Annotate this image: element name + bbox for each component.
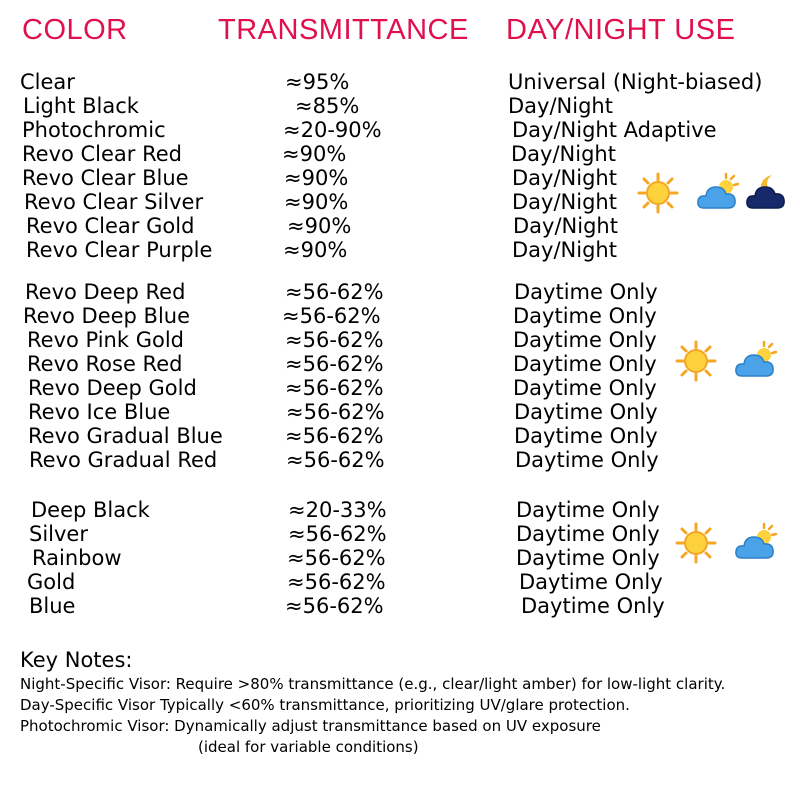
transmittance-cell: ≈56-62%: [286, 400, 385, 424]
lens-color-cell: Revo Deep Gold: [28, 376, 197, 400]
lens-color-cell: Photochromic: [22, 118, 166, 142]
lens-color-cell: Clear: [20, 70, 75, 94]
day-night-use-cell: Daytime Only: [515, 448, 659, 472]
lens-color-cell: Revo Gradual Red: [29, 448, 218, 472]
note-photochromic: Photochromic Visor: Dynamically adjust transmittance based on UV exposure: [20, 717, 601, 735]
day-night-use-cell: Day/Night: [512, 238, 617, 262]
lens-color-cell: Blue: [29, 594, 76, 618]
day-night-use-cell: Daytime Only: [521, 594, 665, 618]
partly-cloudy-icon: [696, 172, 742, 216]
header-transmittance: TRANSMITTANCE: [218, 14, 469, 46]
note-day-specific: Day-Specific Visor Typically <60% transmittance, prioritizing UV/glare protection.: [20, 696, 630, 714]
transmittance-cell: ≈56-62%: [285, 352, 384, 376]
lens-color-cell: Revo Gradual Blue: [28, 424, 223, 448]
note-night-specific: Night-Specific Visor: Require >80% transmittance (e.g., clear/light amber) for low-light clarity.: [20, 675, 726, 693]
day-night-use-cell: Day/Night: [512, 166, 617, 190]
table-row: [0, 498, 800, 522]
transmittance-cell: ≈20-90%: [283, 118, 382, 142]
day-night-use-cell: Universal (Night-biased): [508, 70, 763, 94]
transmittance-cell: ≈20-33%: [288, 498, 387, 522]
table-row: [0, 400, 800, 424]
table-row: [0, 238, 800, 262]
transmittance-cell: ≈90%: [284, 190, 349, 214]
day-night-use-cell: Daytime Only: [514, 424, 658, 448]
transmittance-cell: ≈56-62%: [285, 280, 384, 304]
lens-color-cell: Silver: [29, 522, 88, 546]
day-night-use-cell: Daytime Only: [513, 328, 657, 352]
sun-icon: [637, 172, 679, 218]
table-row: [0, 424, 800, 448]
transmittance-cell: ≈56-62%: [282, 304, 381, 328]
lens-color-cell: Revo Deep Blue: [23, 304, 191, 328]
day-night-use-cell: Daytime Only: [514, 400, 658, 424]
table-row: [0, 142, 800, 166]
partly-cloudy-icon: [734, 522, 780, 566]
table-row: [0, 166, 800, 190]
transmittance-cell: ≈56-62%: [285, 424, 384, 448]
transmittance-cell: ≈90%: [282, 142, 347, 166]
day-night-use-cell: Daytime Only: [513, 352, 657, 376]
moon-cloud-icon: [745, 172, 791, 216]
day-night-use-cell: Daytime Only: [513, 304, 657, 328]
lens-color-cell: Revo Clear Blue: [22, 166, 189, 190]
table-row: [0, 94, 800, 118]
table-row: [0, 118, 800, 142]
day-night-use-cell: Day/Night: [508, 94, 613, 118]
transmittance-cell: ≈56-62%: [286, 448, 385, 472]
day-night-use-cell: Day/Night: [512, 190, 617, 214]
lens-color-cell: Light Black: [23, 94, 139, 118]
lens-color-cell: Revo Ice Blue: [28, 400, 171, 424]
transmittance-cell: ≈85%: [295, 94, 360, 118]
transmittance-cell: ≈56-62%: [285, 594, 384, 618]
lens-color-cell: Revo Clear Purple: [26, 238, 213, 262]
table-row: [0, 448, 800, 472]
day-night-use-cell: Daytime Only: [513, 376, 657, 400]
transmittance-cell: ≈56-62%: [285, 376, 384, 400]
transmittance-cell: ≈95%: [285, 70, 350, 94]
partly-cloudy-icon: [734, 340, 780, 384]
transmittance-cell: ≈56-62%: [287, 570, 386, 594]
transmittance-cell: ≈56-62%: [285, 328, 384, 352]
transmittance-cell: ≈56-62%: [288, 522, 387, 546]
day-night-use-cell: Day/Night Adaptive: [512, 118, 717, 142]
lens-color-cell: Rainbow: [32, 546, 122, 570]
transmittance-cell: ≈90%: [283, 238, 348, 262]
transmittance-cell: ≈56-62%: [287, 546, 386, 570]
lens-color-cell: Revo Rose Red: [27, 352, 183, 376]
day-night-use-cell: Daytime Only: [514, 280, 658, 304]
day-night-use-cell: Daytime Only: [516, 522, 660, 546]
table-row: [0, 570, 800, 594]
note-photochromic-continued: (ideal for variable conditions): [198, 738, 419, 756]
lens-color-cell: Revo Clear Red: [22, 142, 183, 166]
table-row: [0, 70, 800, 94]
key-notes-title: Key Notes:: [20, 648, 133, 672]
header-day-night-use: DAY/NIGHT USE: [506, 14, 736, 46]
table-row: [0, 280, 800, 304]
day-night-use-cell: Daytime Only: [519, 570, 663, 594]
header-color: COLOR: [22, 14, 128, 46]
lens-color-cell: Revo Pink Gold: [27, 328, 184, 352]
day-night-use-cell: Day/Night: [511, 142, 616, 166]
lens-color-cell: Revo Deep Red: [25, 280, 186, 304]
table-row: [0, 304, 800, 328]
day-night-use-cell: Day/Night: [513, 214, 618, 238]
sun-icon: [675, 522, 717, 568]
table-row: [0, 594, 800, 618]
day-night-use-cell: Daytime Only: [516, 498, 660, 522]
lens-color-cell: Deep Black: [31, 498, 150, 522]
transmittance-cell: ≈90%: [287, 214, 352, 238]
lens-color-cell: Revo Clear Gold: [26, 214, 195, 238]
sun-icon: [675, 340, 717, 386]
lens-color-cell: Revo Clear Silver: [24, 190, 204, 214]
transmittance-cell: ≈90%: [284, 166, 349, 190]
table-row: [0, 214, 800, 238]
lens-color-cell: Gold: [27, 570, 76, 594]
table-row: [0, 190, 800, 214]
day-night-use-cell: Daytime Only: [516, 546, 660, 570]
